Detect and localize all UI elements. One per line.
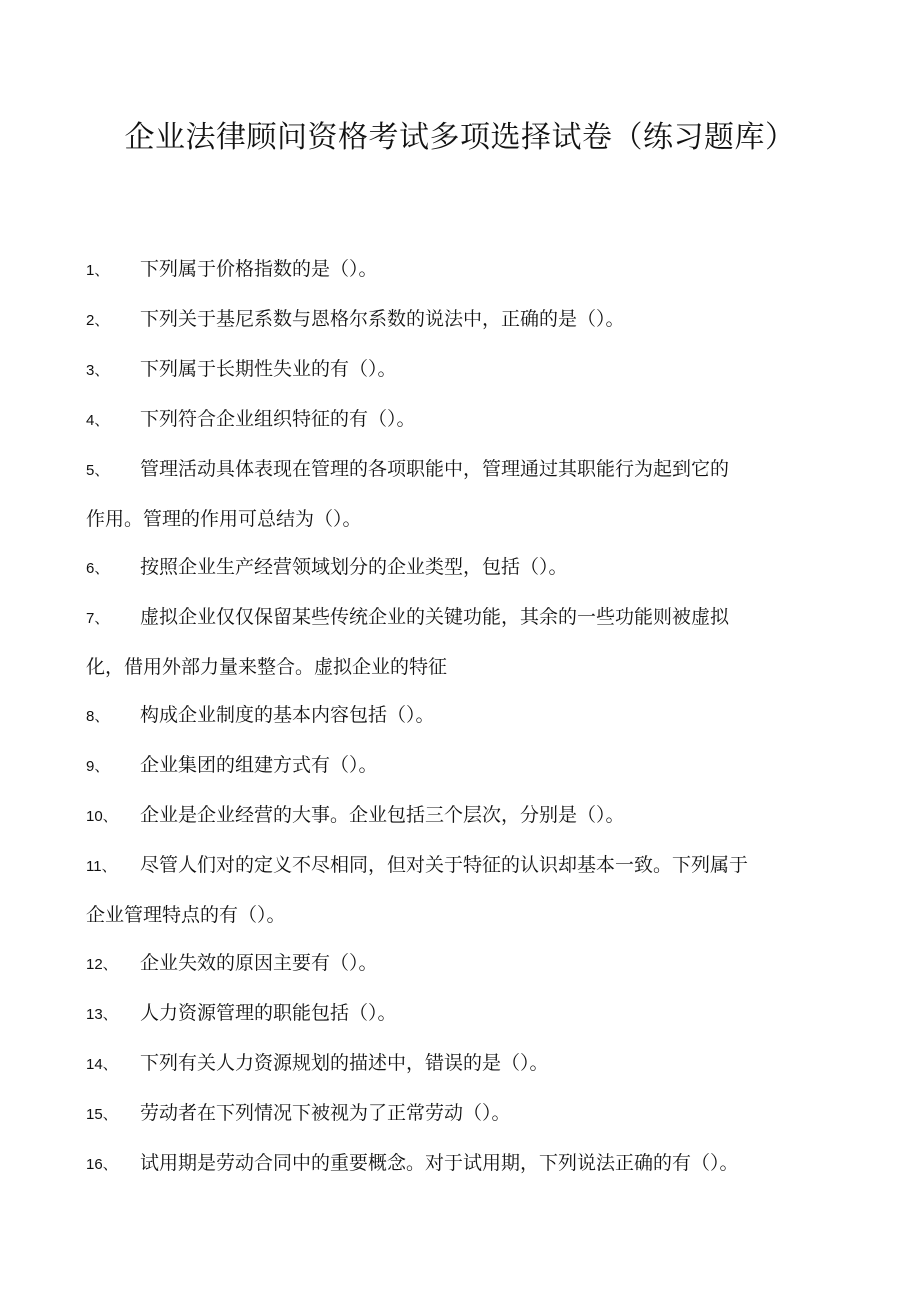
question-item xyxy=(86,989,846,1039)
page-title: 企业法律顾问资格考试多项选择试卷（练习题库） xyxy=(124,120,796,155)
question-item xyxy=(86,691,846,741)
question-text-continued: 作用。管理的作用可总结为（）。 xyxy=(86,508,362,530)
question-text: 人力资源管理的职能包括（）。 xyxy=(140,1002,397,1024)
question-text: 劳动者在下列情况下被视为了正常劳动（）。 xyxy=(140,1102,511,1124)
question-text: 管理活动具体表现在管理的各项职能中，管理通过其职能行为起到它的 xyxy=(140,458,730,480)
question-number: 4、 xyxy=(86,412,110,429)
question-number: 9、 xyxy=(86,758,110,775)
question-number: 12、 xyxy=(86,956,118,973)
question-text: 虚拟企业仅仅保留某些传统企业的关键功能，其余的一些功能则被虚拟 xyxy=(140,606,730,628)
question-item xyxy=(86,1039,846,1089)
question-text: 构成企业制度的基本内容包括（）。 xyxy=(140,704,435,726)
question-item xyxy=(86,345,846,395)
question-item xyxy=(86,741,846,791)
question-text: 企业失效的原因主要有（）。 xyxy=(140,952,378,974)
question-number: 13、 xyxy=(86,1006,118,1023)
question-text: 下列属于长期性失业的有（）。 xyxy=(140,358,397,380)
question-text-continued: 化，借用外部力量来整合。虚拟企业的特征 xyxy=(86,656,448,678)
question-text: 企业集团的组建方式有（）。 xyxy=(140,754,378,776)
question-item xyxy=(86,939,846,989)
question-item xyxy=(86,1089,846,1139)
question-text: 下列符合企业组织特征的有（）。 xyxy=(140,408,416,430)
question-number: 2、 xyxy=(86,312,110,329)
question-number: 5、 xyxy=(86,462,110,479)
question-number: 16、 xyxy=(86,1156,118,1173)
question-text-continued: 企业管理特点的有（）。 xyxy=(86,904,286,926)
question-item xyxy=(86,445,846,543)
question-text: 下列关于基尼系数与恩格尔系数的说法中，正确的是（）。 xyxy=(140,308,625,330)
question-item xyxy=(86,791,846,841)
question-number: 1、 xyxy=(86,262,110,279)
question-text: 试用期是劳动合同中的重要概念。对于试用期，下列说法正确的有（）。 xyxy=(140,1152,739,1174)
question-number: 11、 xyxy=(86,858,117,875)
question-item xyxy=(86,841,846,939)
question-text: 下列属于价格指数的是（）。 xyxy=(140,258,378,280)
question-text: 按照企业生产经营领域划分的企业类型，包括（）。 xyxy=(140,556,568,578)
question-item xyxy=(86,543,846,593)
question-item xyxy=(86,295,846,345)
question-number: 6、 xyxy=(86,560,110,577)
question-item xyxy=(86,1139,846,1189)
question-text: 企业是企业经营的大事。企业包括三个层次，分别是（）。 xyxy=(140,804,625,826)
question-text: 下列有关人力资源规划的描述中，错误的是（）。 xyxy=(140,1052,549,1074)
question-item xyxy=(86,593,846,691)
question-list xyxy=(86,245,846,1189)
question-number: 15、 xyxy=(86,1106,118,1123)
question-number: 3、 xyxy=(86,362,110,379)
question-item xyxy=(86,395,846,445)
question-number: 7、 xyxy=(86,610,110,627)
question-number: 14、 xyxy=(86,1056,118,1073)
question-number: 8、 xyxy=(86,708,110,725)
question-item xyxy=(86,245,846,295)
question-number: 10、 xyxy=(86,808,118,825)
question-text: 尽管人们对的定义不尽相同，但对关于特征的认识却基本一致。下列属于 xyxy=(140,854,749,876)
